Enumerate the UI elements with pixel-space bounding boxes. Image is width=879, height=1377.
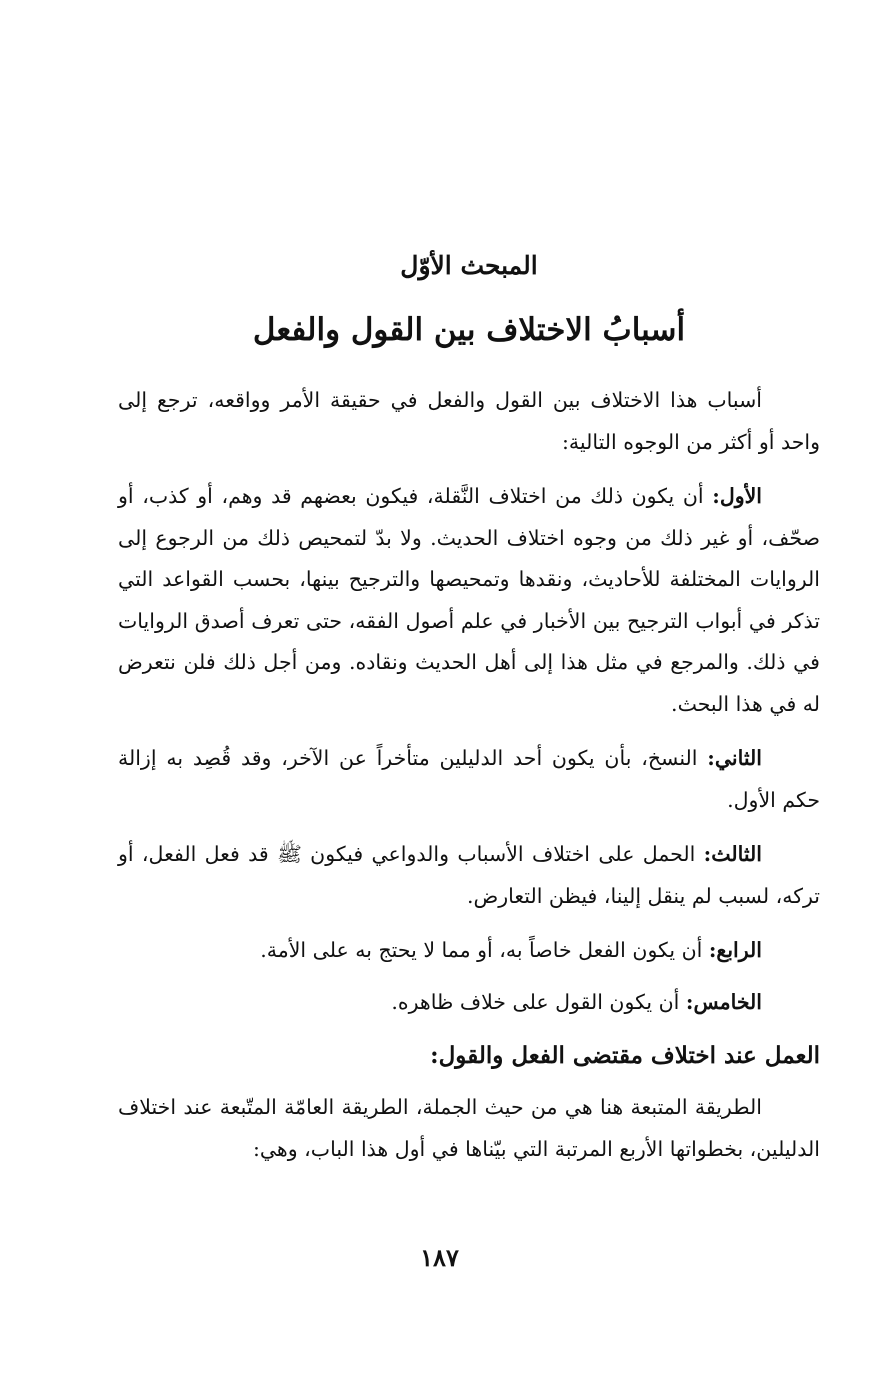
- page-number: ١٨٧: [420, 1243, 459, 1272]
- reason-text-2: النسخ، بأن يكون أحد الدليلين متأخراً عن الآخر، وقد قُصِد به إزالة حكم الأول.: [118, 746, 820, 812]
- section-heading: المبحث الأوّل: [400, 251, 538, 280]
- reason-lead-2: الثاني:: [707, 746, 762, 770]
- reason-lead-5: الخامس:: [685, 989, 762, 1014]
- reason-lead-3: الثالث:: [703, 842, 762, 866]
- intro-paragraph: أسباب هذا الاختلاف بين القول والفعل في حقيقة الأمر وواقعه، ترجع إلى واحد أو أكثر من الوجوه التالية:: [118, 388, 820, 454]
- reason-paragraph-2: [118, 738, 820, 821]
- reason-paragraph-3: [118, 834, 820, 917]
- reason-text-3: الحمل على اختلاف الأسباب والدواعي فيكون ﷺ قد فعل الفعل، أو تركه، لسبب لم ينقل إلينا، فيظن التعارض.: [118, 842, 820, 908]
- reason-lead-4: الرابع:: [708, 938, 762, 962]
- chapter-title: أسبابُ الاختلاف بين القول والفعل: [252, 312, 686, 348]
- closing-paragraph: الطريقة المتبعة هنا هي من حيث الجملة، الطريقة العامّة المتّبعة عند اختلاف الدليلين، بخطواتها الأربع المرتبة التي بيّناها في أول هذا الباب، وهي:: [118, 1095, 820, 1161]
- reason-text-4: أن يكون الفعل خاصاً به، أو مما لا يحتج به على الأمة.: [260, 938, 709, 962]
- reason-text-1: أن يكون ذلك من اختلاف النَّقلة، فيكون بعضهم قد وهم، أو كذب، أو صحّف، أو غير ذلك من وجوه اختلاف الحديث. ولا بدّ لتمحيص ذلك من الرجوع إلى الروايات المختلفة للأحاديث، ونقدها وتمحيصها والترجيح بينها، بحسب القواعد التي تذكر في أبواب الترجيح بين الأخبار في علم أصول الفقه، حتى تعرف أصدق الروايات في ذلك. والمرجع في مثل هذا إلى أهل الحديث ونقاده. ومن أجل ذلك فلن نتعرض له في هذا البحث.: [118, 484, 820, 716]
- reason-text-5: أن يكون القول على خلاف ظاهره.: [391, 989, 686, 1014]
- sub-heading: العمل عند اختلاف مقتضى الفعل والقول:: [430, 1042, 820, 1069]
- reason-paragraph-5: [118, 982, 820, 1024]
- reason-paragraph-1: [118, 476, 820, 725]
- reason-paragraph-4: [118, 930, 820, 972]
- reason-lead-1: الأول:: [712, 484, 762, 508]
- page-content: [118, 240, 820, 1183]
